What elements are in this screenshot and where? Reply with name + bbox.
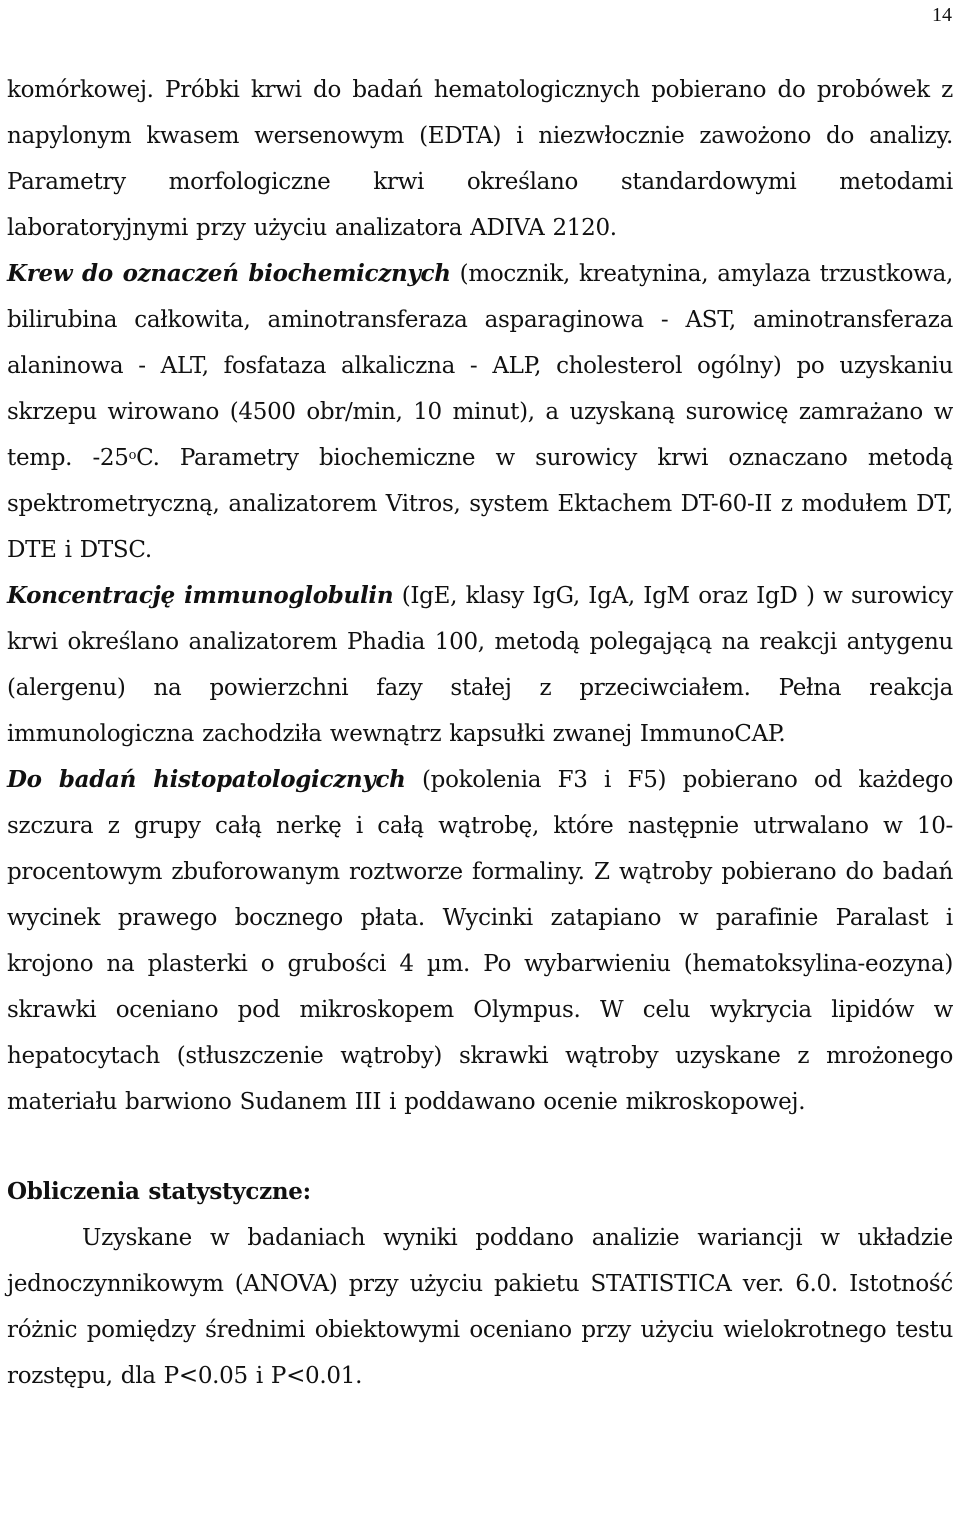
paragraph-lead: Do badań histopatologicznych (7, 766, 406, 793)
paragraph-text: C. Parametry biochemiczne w surowicy krwi oznaczano metodą spektrometryczną, analizatorem Vitros, system Ektachem DT-60-II z modułem DT, DTE i DTSC. (7, 445, 953, 563)
paragraph-hematology: komórkowej. Próbki krwi do badań hematologicznych pobierano do probówek z napylonym kwasem wersenowym (EDTA) i niezwłocznie zawożono do analizy. Parametry morfologiczne krwi określano standardowymi metodami laboratoryjnymi przy użyciu analizatora ADIVA 2120. (7, 77, 953, 241)
paragraph-lead: Koncentrację immunoglobulin (7, 582, 394, 609)
paragraph-biochemistry (7, 251, 953, 573)
paragraph-text: (pokolenia F3 i F5) pobierano od każdego szczura z grupy całą nerkę i całą wątrobę, które następnie utrwalano w 10-procentowym zbuforowanym roztworze formaliny. Z wątroby pobierano do badań wycinek prawego bocznego płata. Wycinki zatapiano w parafinie Paralast i krojono na plasterki o grubości 4 µm. Po wybarwieniu (hematoksylina-eozyna) skrawki oceniano pod mikroskopem Olympus. W celu wykrycia lipidów w hepatocytach (stłuszczenie wątroby) skrawki wątroby uzyskane z mrożonego materiału barwiono Sudanem III i poddawano ocenie mikroskopowej. (7, 767, 954, 1115)
paragraph-lead: Krew do oznaczeń biochemicznych (7, 260, 451, 287)
document-body (7, 67, 953, 1399)
section-heading-statistics: Obliczenia statystyczne: (7, 1178, 311, 1205)
paragraph-text: (mocznik, kreatynina, amylaza trzustkowa, bilirubina całkowita, aminotransferaza asparaginowa - AST, aminotransferaza alaninowa - ALT, fosfataza alkaliczna - ALP, cholesterol ogólny) po uzyskaniu skrzepu wirowano (4500 obr/min, 10 minut), a uzyskaną surowicę zamrażano w temp. -25 (7, 261, 953, 471)
page-number: 14 (932, 4, 952, 26)
degree-symbol: o (128, 448, 137, 463)
paragraph-immunoglobulin (7, 573, 953, 757)
paragraph-text: (IgE, klasy IgG, IgA, IgM oraz IgD ) w surowicy krwi określano analizatorem Phadia 100, metodą polegającą na reakcji antygenu (alergenu) na powierzchni fazy stałej z przeciwciałem. Pełna reakcja immunologiczna zachodziła wewnątrz kapsułki zwanej ImmunoCAP. (7, 583, 953, 747)
paragraph-statistics: Uzyskane w badaniach wyniki poddano analizie wariancji w układzie jednoczynnikowym (ANOVA) przy użyciu pakietu STATISTICA ver. 6.0. Istotność różnic pomiędzy średnimi obiektowymi oceniano przy użyciu wielokrotnego testu rozstępu, dla P<0.05 i P<0.01. (7, 1225, 953, 1389)
paragraph-histopathology (7, 757, 953, 1125)
